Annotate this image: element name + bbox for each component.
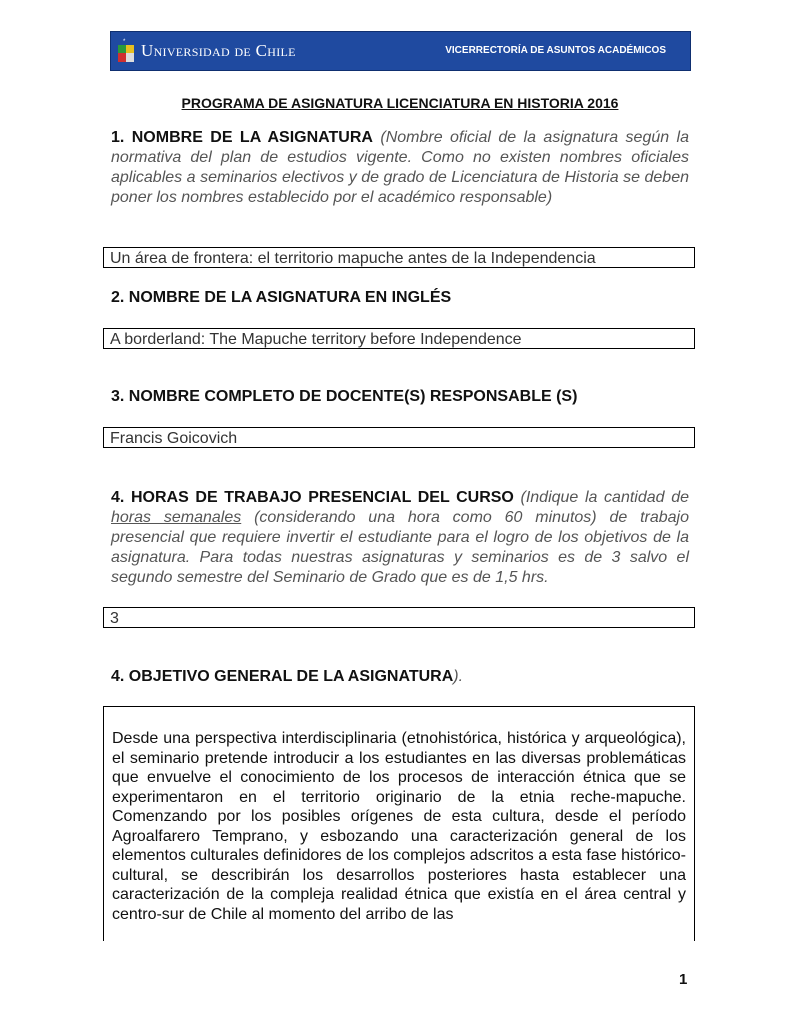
heading-text: 4. OBJETIVO GENERAL DE LA ASIGNATURA bbox=[111, 668, 454, 685]
heading-note-cont: (considerando una hora como 60 minutos) de trabajo presencial que requiere invertir el estudiante para el logro de los objetivos de la asignatura. Para todas nuestras asignaturas y seminarios es de 3 salvo el segundo semestre del Seminario de Grado que es de 1,5 hrs. bbox=[111, 509, 690, 586]
heading-text: 2. NOMBRE DE LA ASIGNATURA EN INGLÉS bbox=[111, 289, 452, 306]
section-3-heading bbox=[111, 387, 689, 407]
heading-text: 1. NOMBRE DE LA ASIGNATURA bbox=[111, 129, 373, 146]
course-name-field: Un área de frontera: el territorio mapuche antes de la Independencia bbox=[103, 247, 695, 268]
page-number: 1 bbox=[679, 971, 688, 988]
heading-text: 4. HORAS DE TRABAJO PRESENCIAL DEL CURSO bbox=[111, 489, 514, 506]
section-5-heading bbox=[111, 667, 689, 687]
section-1-heading bbox=[111, 128, 689, 208]
heading-tail: ). bbox=[453, 668, 464, 685]
header-banner bbox=[110, 31, 691, 71]
hours-field: 3 bbox=[103, 607, 695, 628]
section-4-heading bbox=[111, 488, 689, 588]
heading-text: 3. NOMBRE COMPLETO DE DOCENTE(S) RESPONSABLE (S) bbox=[111, 388, 578, 405]
objective-text: Desde una perspectiva interdisciplinaria (etnohistórica, histórica y arqueológica), el seminario pretende introducir a los estudiantes en las diversas problemáticas que envuelve el conocimiento de los procesos de interacción étnica que se experimentaron en el territorio originario de la etnia reche-mapuche. Comenzando por los posibles orígenes de esta cultura, desde el período Agroalfarero Temprano, y esbozando una caracterización general de los elementos culturales definidores de los complejos adscritos a esta fase histórico-cultural, se describirán los desarrollos posteriores hasta establecer una caracterización de la compleja realidad étnica que existía en el área central y centro-sur de Chile al momento del arribo de las bbox=[103, 706, 695, 941]
heading-note: (Indique la cantidad de bbox=[520, 489, 689, 506]
section-2-heading bbox=[111, 288, 689, 308]
university-crest-icon bbox=[117, 38, 135, 64]
office-name: VICERRECTORÍA DE ASUNTOS ACADÉMICOS bbox=[445, 45, 666, 56]
heading-note: (Nombre oficial de la asignatura según la normativa del plan de estudios vigente. Como no existen nombres oficiales aplicables a seminarios electivos y de grado de Licenciatura de Historia se deben poner los nombres establecido por el académico responsable) bbox=[111, 129, 690, 206]
english-name-field: A borderland: The Mapuche territory before Independence bbox=[103, 328, 695, 349]
university-name: Universidad de Chile bbox=[141, 41, 296, 60]
instructor-field: Francis Goicovich bbox=[103, 427, 695, 448]
svg-text:*: * bbox=[123, 39, 126, 45]
document-title: PROGRAMA DE ASIGNATURA LICENCIATURA EN HISTORIA 2016 bbox=[181, 95, 619, 111]
heading-note-underlined: horas semanales bbox=[111, 509, 242, 526]
